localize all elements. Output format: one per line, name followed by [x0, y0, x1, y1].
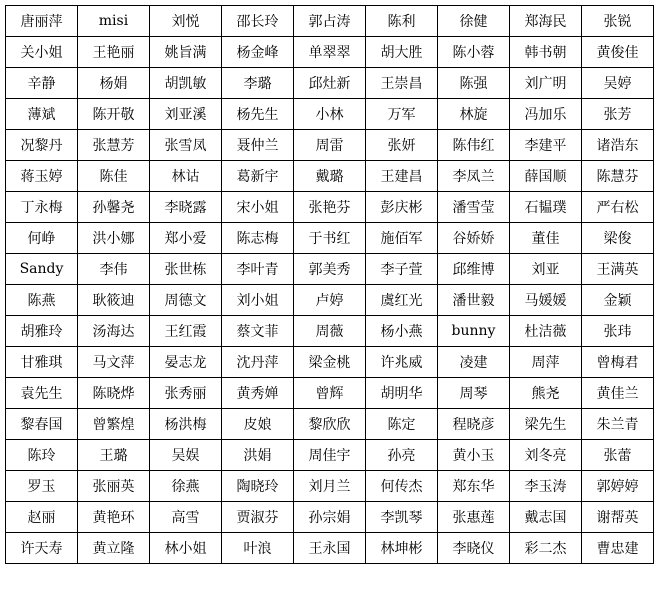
table-cell: 胡雅玲	[6, 316, 78, 347]
table-cell: 关小姐	[6, 37, 78, 68]
table-cell: 陈慧芬	[582, 161, 654, 192]
table-cell: 杨先生	[222, 99, 294, 130]
table-cell: misi	[78, 6, 150, 37]
table-cell: 梁先生	[510, 409, 582, 440]
table-cell: 张秀丽	[150, 378, 222, 409]
table-cell: 郑小爱	[150, 223, 222, 254]
table-cell: 金颖	[582, 285, 654, 316]
table-cell: 王崇昌	[366, 68, 438, 99]
table-cell: 刘亚	[510, 254, 582, 285]
table-cell: 陈定	[366, 409, 438, 440]
table-cell: 周雷	[294, 130, 366, 161]
table-cell: 潘雪莹	[438, 192, 510, 223]
table-cell: 黎春国	[6, 409, 78, 440]
table-cell: 葛新宇	[222, 161, 294, 192]
table-cell: 刘月兰	[294, 471, 366, 502]
table-row	[6, 347, 654, 378]
table-cell: 黄俊佳	[582, 37, 654, 68]
table-cell: 周薇	[294, 316, 366, 347]
table-cell: 李玉涛	[510, 471, 582, 502]
table-cell: 石韫璞	[510, 192, 582, 223]
table-cell: 许兆威	[366, 347, 438, 378]
table-cell: 邵长玲	[222, 6, 294, 37]
table-cell: 张雪凤	[150, 130, 222, 161]
table-cell: 李凯琴	[366, 502, 438, 533]
table-cell: 刘冬亮	[510, 440, 582, 471]
table-cell: 马媛媛	[510, 285, 582, 316]
table-cell: 况黎丹	[6, 130, 78, 161]
table-cell: 张芳	[582, 99, 654, 130]
table-row	[6, 6, 654, 37]
table-cell: 王满英	[582, 254, 654, 285]
table-row	[6, 316, 654, 347]
table-cell: 吴婷	[582, 68, 654, 99]
table-cell: 聂仲兰	[222, 130, 294, 161]
table-row	[6, 223, 654, 254]
table-cell: 熊尧	[510, 378, 582, 409]
table-cell: 万军	[366, 99, 438, 130]
table-row	[6, 502, 654, 533]
table-cell: 蔡文菲	[222, 316, 294, 347]
table-cell: 戴志国	[510, 502, 582, 533]
table-cell: 陈玲	[6, 440, 78, 471]
table-cell: 何传杰	[366, 471, 438, 502]
table-cell: 许天寿	[6, 533, 78, 564]
table-row	[6, 254, 654, 285]
table-cell: 单翠翠	[294, 37, 366, 68]
table-cell: 林诂	[150, 161, 222, 192]
table-row	[6, 378, 654, 409]
name-table	[5, 5, 654, 564]
table-cell: 甘雅琪	[6, 347, 78, 378]
table-row	[6, 440, 654, 471]
table-row	[6, 161, 654, 192]
table-cell: 周佳宇	[294, 440, 366, 471]
table-cell: 洪小娜	[78, 223, 150, 254]
table-cell: 杨小燕	[366, 316, 438, 347]
table-row	[6, 471, 654, 502]
table-cell: 于书红	[294, 223, 366, 254]
table-cell: 赵丽	[6, 502, 78, 533]
table-cell: 刘小姐	[222, 285, 294, 316]
table-cell: 徐燕	[150, 471, 222, 502]
table-cell: 姚旨满	[150, 37, 222, 68]
table-cell: 虞红光	[366, 285, 438, 316]
table-cell: Sandy	[6, 254, 78, 285]
table-cell: 袁先生	[6, 378, 78, 409]
table-cell: 孙亮	[366, 440, 438, 471]
table-cell: 洪娟	[222, 440, 294, 471]
table-cell: 严右松	[582, 192, 654, 223]
table-cell: 刘广明	[510, 68, 582, 99]
table-cell: 曾辉	[294, 378, 366, 409]
table-cell: 王永国	[294, 533, 366, 564]
table-cell: 皮娘	[222, 409, 294, 440]
table-cell: 张世栋	[150, 254, 222, 285]
table-cell: 小林	[294, 99, 366, 130]
table-cell: 黎欣欣	[294, 409, 366, 440]
table-cell: 张妍	[366, 130, 438, 161]
table-cell: 张玮	[582, 316, 654, 347]
table-cell: 郑东华	[438, 471, 510, 502]
table-cell: 朱兰青	[582, 409, 654, 440]
table-cell: 李晓露	[150, 192, 222, 223]
table-cell: 林小姐	[150, 533, 222, 564]
table-cell: 王红霞	[150, 316, 222, 347]
table-cell: 徐健	[438, 6, 510, 37]
table-cell: 杨金峰	[222, 37, 294, 68]
table-cell: 李伟	[78, 254, 150, 285]
table-cell: 何峥	[6, 223, 78, 254]
table-cell: 程晓彦	[438, 409, 510, 440]
table-cell: 薄斌	[6, 99, 78, 130]
table-cell: 李建平	[510, 130, 582, 161]
table-cell: 陈开敬	[78, 99, 150, 130]
table-cell: 陈小蓉	[438, 37, 510, 68]
table-cell: 戴璐	[294, 161, 366, 192]
table-cell: 胡明华	[366, 378, 438, 409]
table-cell: 李晓仪	[438, 533, 510, 564]
table-cell: 张慧芳	[78, 130, 150, 161]
table-cell: 凌建	[438, 347, 510, 378]
table-cell: 梁俊	[582, 223, 654, 254]
table-cell: 陈志梅	[222, 223, 294, 254]
table-cell: 沈丹萍	[222, 347, 294, 378]
table-row	[6, 192, 654, 223]
table-cell: 汤海达	[78, 316, 150, 347]
table-cell: 辛静	[6, 68, 78, 99]
table-row	[6, 533, 654, 564]
table-cell: 张惠莲	[438, 502, 510, 533]
table-cell: 黄秀婵	[222, 378, 294, 409]
table-cell: 唐丽萍	[6, 6, 78, 37]
table-cell: 杨洪梅	[150, 409, 222, 440]
table-cell: 陈佳	[78, 161, 150, 192]
table-cell: 邱维博	[438, 254, 510, 285]
table-cell: 曾梅君	[582, 347, 654, 378]
table-cell: 潘世毅	[438, 285, 510, 316]
table-cell: 杜洁薇	[510, 316, 582, 347]
table-cell: 周萍	[510, 347, 582, 378]
table-row	[6, 99, 654, 130]
table-cell: 邱灶新	[294, 68, 366, 99]
table-cell: 陶晓玲	[222, 471, 294, 502]
table-cell: 施佰军	[366, 223, 438, 254]
table-cell: 宋小姐	[222, 192, 294, 223]
table-cell: 诸浩东	[582, 130, 654, 161]
table-cell: 林坤彬	[366, 533, 438, 564]
table-cell: 张蕾	[582, 440, 654, 471]
table-row	[6, 68, 654, 99]
table-cell: 彭庆彬	[366, 192, 438, 223]
table-cell: 李凤兰	[438, 161, 510, 192]
table-cell: 李璐	[222, 68, 294, 99]
table-cell: 陈强	[438, 68, 510, 99]
table-cell: 郑海民	[510, 6, 582, 37]
table-cell: 吴娱	[150, 440, 222, 471]
table-cell: 黄艳环	[78, 502, 150, 533]
table-cell: 李叶青	[222, 254, 294, 285]
table-cell: 蒋玉婷	[6, 161, 78, 192]
table-cell: 董佳	[510, 223, 582, 254]
table-cell: 刘悦	[150, 6, 222, 37]
table-row	[6, 130, 654, 161]
table-cell: 胡凯敏	[150, 68, 222, 99]
table-cell: 晏志龙	[150, 347, 222, 378]
table-cell: 孙宗娟	[294, 502, 366, 533]
table-cell: 马文萍	[78, 347, 150, 378]
table-cell: 罗玉	[6, 471, 78, 502]
table-cell: 黄小玉	[438, 440, 510, 471]
table-cell: 李子萱	[366, 254, 438, 285]
table-cell: 郭美秀	[294, 254, 366, 285]
table-cell: 卢婷	[294, 285, 366, 316]
table-cell: 胡大胜	[366, 37, 438, 68]
table-cell: 谷娇娇	[438, 223, 510, 254]
table-cell: 周德文	[150, 285, 222, 316]
table-cell: 周琴	[438, 378, 510, 409]
table-cell: 王璐	[78, 440, 150, 471]
table-cell: 王艳丽	[78, 37, 150, 68]
table-cell: 曹忠建	[582, 533, 654, 564]
table-cell: 王建昌	[366, 161, 438, 192]
table-row	[6, 37, 654, 68]
table-cell: 高雪	[150, 502, 222, 533]
table-cell: 谢帮英	[582, 502, 654, 533]
table-cell: 林旋	[438, 99, 510, 130]
table-row	[6, 409, 654, 440]
table-cell: 孙馨尧	[78, 192, 150, 223]
table-cell: 冯加乐	[510, 99, 582, 130]
table-cell: 张艳芬	[294, 192, 366, 223]
table-cell: 耿筱迪	[78, 285, 150, 316]
table-cell: bunny	[438, 316, 510, 347]
table-cell: 黄佳兰	[582, 378, 654, 409]
table-cell: 韩书朝	[510, 37, 582, 68]
table-cell: 贾淑芬	[222, 502, 294, 533]
table-cell: 梁金桃	[294, 347, 366, 378]
table-cell: 曾繁煌	[78, 409, 150, 440]
table-row	[6, 285, 654, 316]
table-cell: 陈伟红	[438, 130, 510, 161]
table-cell: 郭占涛	[294, 6, 366, 37]
table-cell: 薛国顺	[510, 161, 582, 192]
table-cell: 黄立隆	[78, 533, 150, 564]
table-cell: 郭婷婷	[582, 471, 654, 502]
table-cell: 彩二杰	[510, 533, 582, 564]
name-table-body	[6, 6, 654, 564]
table-cell: 张丽英	[78, 471, 150, 502]
table-cell: 丁永梅	[6, 192, 78, 223]
table-cell: 叶浪	[222, 533, 294, 564]
table-cell: 陈利	[366, 6, 438, 37]
table-cell: 张锐	[582, 6, 654, 37]
table-cell: 杨娟	[78, 68, 150, 99]
table-cell: 陈晓烨	[78, 378, 150, 409]
table-cell: 刘亚溪	[150, 99, 222, 130]
table-cell: 陈燕	[6, 285, 78, 316]
